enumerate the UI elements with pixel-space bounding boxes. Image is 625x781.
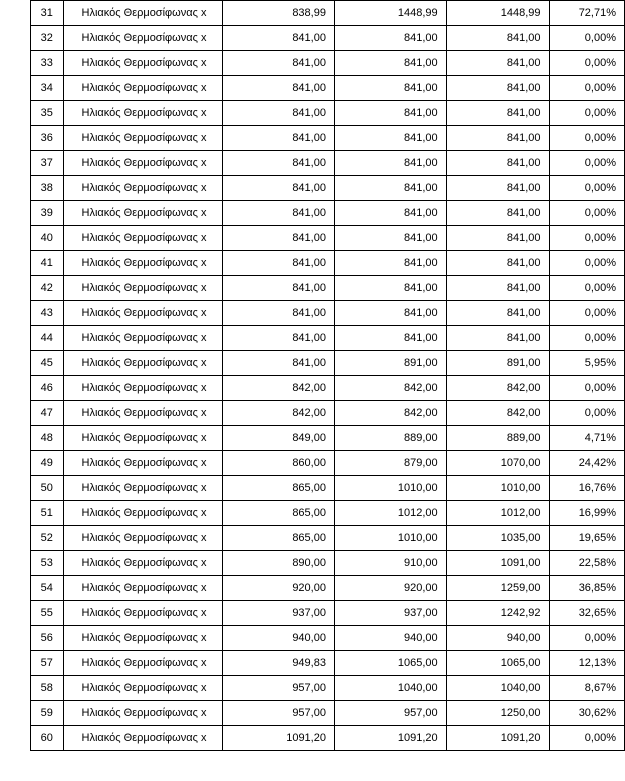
price-cell-1: 865,00 bbox=[223, 501, 335, 526]
price-cell-1: 841,00 bbox=[223, 251, 335, 276]
price-cell-2: 940,00 bbox=[334, 626, 446, 651]
product-name-cell: Ηλιακός Θερμοσίφωνας x bbox=[63, 351, 223, 376]
table-row bbox=[31, 176, 625, 201]
price-cell-2: 1448,99 bbox=[334, 1, 446, 26]
product-name-cell: Ηλιακός Θερμοσίφωνας x bbox=[63, 401, 223, 426]
product-name-cell: Ηλιακός Θερμοσίφωνας x bbox=[63, 701, 223, 726]
product-name-cell: Ηλιακός Θερμοσίφωνας x bbox=[63, 276, 223, 301]
row-number-cell: 57 bbox=[31, 651, 64, 676]
row-number-cell: 55 bbox=[31, 601, 64, 626]
percent-cell: 16,76% bbox=[549, 476, 625, 501]
percent-cell: 0,00% bbox=[549, 276, 625, 301]
price-cell-2: 841,00 bbox=[334, 226, 446, 251]
percent-cell: 19,65% bbox=[549, 526, 625, 551]
percent-cell: 0,00% bbox=[549, 51, 625, 76]
row-number-cell: 49 bbox=[31, 451, 64, 476]
price-cell-3: 841,00 bbox=[446, 201, 549, 226]
price-cell-1: 849,00 bbox=[223, 426, 335, 451]
table-row bbox=[31, 276, 625, 301]
price-cell-1: 841,00 bbox=[223, 326, 335, 351]
row-number-cell: 58 bbox=[31, 676, 64, 701]
product-name-cell: Ηλιακός Θερμοσίφωνας x bbox=[63, 476, 223, 501]
price-cell-3: 841,00 bbox=[446, 301, 549, 326]
price-cell-2: 1012,00 bbox=[334, 501, 446, 526]
percent-cell: 0,00% bbox=[549, 401, 625, 426]
price-cell-3: 1012,00 bbox=[446, 501, 549, 526]
percent-cell: 0,00% bbox=[549, 326, 625, 351]
product-name-cell: Ηλιακός Θερμοσίφωνας x bbox=[63, 526, 223, 551]
price-cell-1: 841,00 bbox=[223, 176, 335, 201]
price-cell-3: 842,00 bbox=[446, 376, 549, 401]
percent-cell: 0,00% bbox=[549, 101, 625, 126]
row-number-cell: 46 bbox=[31, 376, 64, 401]
table-row bbox=[31, 576, 625, 601]
table-row bbox=[31, 151, 625, 176]
price-cell-1: 841,00 bbox=[223, 276, 335, 301]
price-cell-3: 1091,20 bbox=[446, 726, 549, 751]
table-row bbox=[31, 501, 625, 526]
table-row bbox=[31, 76, 625, 101]
percent-cell: 0,00% bbox=[549, 251, 625, 276]
percent-cell: 0,00% bbox=[549, 626, 625, 651]
price-cell-1: 841,00 bbox=[223, 126, 335, 151]
row-number-cell: 39 bbox=[31, 201, 64, 226]
row-number-cell: 44 bbox=[31, 326, 64, 351]
table-row bbox=[31, 101, 625, 126]
price-cell-1: 841,00 bbox=[223, 301, 335, 326]
price-cell-1: 842,00 bbox=[223, 376, 335, 401]
price-cell-2: 1065,00 bbox=[334, 651, 446, 676]
product-name-cell: Ηλιακός Θερμοσίφωνας x bbox=[63, 326, 223, 351]
price-cell-1: 841,00 bbox=[223, 226, 335, 251]
price-cell-1: 920,00 bbox=[223, 576, 335, 601]
price-cell-2: 879,00 bbox=[334, 451, 446, 476]
table-row bbox=[31, 451, 625, 476]
price-cell-3: 841,00 bbox=[446, 226, 549, 251]
row-number-cell: 35 bbox=[31, 101, 64, 126]
price-cell-2: 841,00 bbox=[334, 276, 446, 301]
price-cell-3: 1010,00 bbox=[446, 476, 549, 501]
product-name-cell: Ηλιακός Θερμοσίφωνας x bbox=[63, 301, 223, 326]
table-row bbox=[31, 426, 625, 451]
price-cell-3: 1040,00 bbox=[446, 676, 549, 701]
percent-cell: 72,71% bbox=[549, 1, 625, 26]
price-cell-2: 937,00 bbox=[334, 601, 446, 626]
price-cell-3: 1091,00 bbox=[446, 551, 549, 576]
percent-cell: 0,00% bbox=[549, 201, 625, 226]
price-cell-2: 841,00 bbox=[334, 51, 446, 76]
price-cell-3: 841,00 bbox=[446, 276, 549, 301]
product-name-cell: Ηλιακός Θερμοσίφωνας x bbox=[63, 176, 223, 201]
price-cell-1: 841,00 bbox=[223, 151, 335, 176]
price-cell-3: 891,00 bbox=[446, 351, 549, 376]
percent-cell: 22,58% bbox=[549, 551, 625, 576]
price-cell-1: 838,99 bbox=[223, 1, 335, 26]
product-name-cell: Ηλιακός Θερμοσίφωνας x bbox=[63, 576, 223, 601]
product-name-cell: Ηλιακός Θερμοσίφωνας x bbox=[63, 376, 223, 401]
price-cell-2: 920,00 bbox=[334, 576, 446, 601]
price-cell-3: 1250,00 bbox=[446, 701, 549, 726]
price-cell-1: 865,00 bbox=[223, 526, 335, 551]
product-name-cell: Ηλιακός Θερμοσίφωνας x bbox=[63, 451, 223, 476]
row-number-cell: 37 bbox=[31, 151, 64, 176]
price-cell-2: 1010,00 bbox=[334, 476, 446, 501]
price-cell-1: 841,00 bbox=[223, 351, 335, 376]
product-name-cell: Ηλιακός Θερμοσίφωνας x bbox=[63, 251, 223, 276]
price-cell-2: 910,00 bbox=[334, 551, 446, 576]
price-cell-3: 889,00 bbox=[446, 426, 549, 451]
price-cell-1: 841,00 bbox=[223, 201, 335, 226]
price-cell-2: 841,00 bbox=[334, 176, 446, 201]
price-cell-2: 841,00 bbox=[334, 126, 446, 151]
table-row bbox=[31, 401, 625, 426]
product-name-cell: Ηλιακός Θερμοσίφωνας x bbox=[63, 601, 223, 626]
row-number-cell: 60 bbox=[31, 726, 64, 751]
product-name-cell: Ηλιακός Θερμοσίφωνας x bbox=[63, 226, 223, 251]
percent-cell: 30,62% bbox=[549, 701, 625, 726]
product-name-cell: Ηλιακός Θερμοσίφωνας x bbox=[63, 726, 223, 751]
table-row bbox=[31, 701, 625, 726]
price-cell-1: 937,00 bbox=[223, 601, 335, 626]
table-row bbox=[31, 476, 625, 501]
price-cell-2: 891,00 bbox=[334, 351, 446, 376]
row-number-cell: 56 bbox=[31, 626, 64, 651]
table-row bbox=[31, 226, 625, 251]
price-cell-3: 1259,00 bbox=[446, 576, 549, 601]
price-cell-2: 957,00 bbox=[334, 701, 446, 726]
price-cell-1: 890,00 bbox=[223, 551, 335, 576]
price-cell-1: 841,00 bbox=[223, 26, 335, 51]
price-cell-1: 940,00 bbox=[223, 626, 335, 651]
row-number-cell: 45 bbox=[31, 351, 64, 376]
row-number-cell: 32 bbox=[31, 26, 64, 51]
percent-cell: 8,67% bbox=[549, 676, 625, 701]
row-number-cell: 52 bbox=[31, 526, 64, 551]
row-number-cell: 54 bbox=[31, 576, 64, 601]
percent-cell: 0,00% bbox=[549, 301, 625, 326]
price-cell-2: 841,00 bbox=[334, 326, 446, 351]
price-cell-3: 1242,92 bbox=[446, 601, 549, 626]
product-name-cell: Ηλιακός Θερμοσίφωνας x bbox=[63, 501, 223, 526]
price-cell-2: 842,00 bbox=[334, 401, 446, 426]
price-cell-3: 842,00 bbox=[446, 401, 549, 426]
price-cell-3: 841,00 bbox=[446, 76, 549, 101]
price-cell-3: 841,00 bbox=[446, 251, 549, 276]
row-number-cell: 43 bbox=[31, 301, 64, 326]
product-name-cell: Ηλιακός Θερμοσίφωνας x bbox=[63, 626, 223, 651]
product-name-cell: Ηλιακός Θερμοσίφωνας x bbox=[63, 151, 223, 176]
row-number-cell: 53 bbox=[31, 551, 64, 576]
price-cell-1: 842,00 bbox=[223, 401, 335, 426]
row-number-cell: 41 bbox=[31, 251, 64, 276]
price-cell-1: 1091,20 bbox=[223, 726, 335, 751]
row-number-cell: 31 bbox=[31, 1, 64, 26]
price-cell-3: 841,00 bbox=[446, 126, 549, 151]
price-cell-1: 860,00 bbox=[223, 451, 335, 476]
price-cell-3: 841,00 bbox=[446, 51, 549, 76]
percent-cell: 5,95% bbox=[549, 351, 625, 376]
product-name-cell: Ηλιακός Θερμοσίφωνας x bbox=[63, 426, 223, 451]
table-row bbox=[31, 26, 625, 51]
product-name-cell: Ηλιακός Θερμοσίφωνας x bbox=[63, 551, 223, 576]
row-number-cell: 34 bbox=[31, 76, 64, 101]
table-row bbox=[31, 551, 625, 576]
percent-cell: 0,00% bbox=[549, 126, 625, 151]
price-cell-3: 841,00 bbox=[446, 101, 549, 126]
product-name-cell: Ηλιακός Θερμοσίφωνας x bbox=[63, 676, 223, 701]
price-cell-2: 1040,00 bbox=[334, 676, 446, 701]
product-name-cell: Ηλιακός Θερμοσίφωνας x bbox=[63, 1, 223, 26]
product-name-cell: Ηλιακός Θερμοσίφωνας x bbox=[63, 101, 223, 126]
row-number-cell: 33 bbox=[31, 51, 64, 76]
table-row bbox=[31, 601, 625, 626]
percent-cell: 16,99% bbox=[549, 501, 625, 526]
row-number-cell: 51 bbox=[31, 501, 64, 526]
price-cell-3: 841,00 bbox=[446, 151, 549, 176]
percent-cell: 0,00% bbox=[549, 176, 625, 201]
table-row bbox=[31, 126, 625, 151]
percent-cell: 4,71% bbox=[549, 426, 625, 451]
price-cell-2: 889,00 bbox=[334, 426, 446, 451]
row-number-cell: 42 bbox=[31, 276, 64, 301]
price-cell-2: 1091,20 bbox=[334, 726, 446, 751]
price-table-body bbox=[31, 0, 625, 751]
product-name-cell: Ηλιακός Θερμοσίφωνας x bbox=[63, 26, 223, 51]
table-row bbox=[31, 201, 625, 226]
price-table bbox=[30, 0, 625, 751]
price-cell-1: 841,00 bbox=[223, 76, 335, 101]
price-cell-3: 841,00 bbox=[446, 26, 549, 51]
row-number-cell: 59 bbox=[31, 701, 64, 726]
percent-cell: 24,42% bbox=[549, 451, 625, 476]
product-name-cell: Ηλιακός Θερμοσίφωνας x bbox=[63, 651, 223, 676]
table-row bbox=[31, 1, 625, 26]
price-cell-2: 841,00 bbox=[334, 101, 446, 126]
price-cell-2: 841,00 bbox=[334, 201, 446, 226]
price-cell-3: 1070,00 bbox=[446, 451, 549, 476]
table-row bbox=[31, 676, 625, 701]
row-number-cell: 38 bbox=[31, 176, 64, 201]
price-cell-2: 841,00 bbox=[334, 26, 446, 51]
row-number-cell: 48 bbox=[31, 426, 64, 451]
price-cell-3: 1065,00 bbox=[446, 651, 549, 676]
table-row bbox=[31, 326, 625, 351]
product-name-cell: Ηλιακός Θερμοσίφωνας x bbox=[63, 126, 223, 151]
row-number-cell: 47 bbox=[31, 401, 64, 426]
price-cell-2: 842,00 bbox=[334, 376, 446, 401]
row-number-cell: 50 bbox=[31, 476, 64, 501]
percent-cell: 0,00% bbox=[549, 226, 625, 251]
price-cell-2: 1010,00 bbox=[334, 526, 446, 551]
percent-cell: 12,13% bbox=[549, 651, 625, 676]
price-cell-2: 841,00 bbox=[334, 301, 446, 326]
price-cell-1: 841,00 bbox=[223, 51, 335, 76]
percent-cell: 0,00% bbox=[549, 26, 625, 51]
price-cell-1: 865,00 bbox=[223, 476, 335, 501]
table-row bbox=[31, 301, 625, 326]
table-row bbox=[31, 376, 625, 401]
price-cell-1: 957,00 bbox=[223, 676, 335, 701]
row-number-cell: 40 bbox=[31, 226, 64, 251]
product-name-cell: Ηλιακός Θερμοσίφωνας x bbox=[63, 51, 223, 76]
product-name-cell: Ηλιακός Θερμοσίφωνας x bbox=[63, 76, 223, 101]
price-cell-2: 841,00 bbox=[334, 76, 446, 101]
table-row bbox=[31, 651, 625, 676]
price-cell-3: 1448,99 bbox=[446, 1, 549, 26]
price-cell-2: 841,00 bbox=[334, 151, 446, 176]
table-row bbox=[31, 251, 625, 276]
price-cell-3: 841,00 bbox=[446, 176, 549, 201]
price-cell-1: 949,83 bbox=[223, 651, 335, 676]
product-name-cell: Ηλιακός Θερμοσίφωνας x bbox=[63, 201, 223, 226]
row-number-cell: 36 bbox=[31, 126, 64, 151]
table-row bbox=[31, 351, 625, 376]
table-row bbox=[31, 626, 625, 651]
price-cell-1: 957,00 bbox=[223, 701, 335, 726]
table-row bbox=[31, 726, 625, 751]
price-cell-3: 940,00 bbox=[446, 626, 549, 651]
percent-cell: 32,65% bbox=[549, 601, 625, 626]
table-row bbox=[31, 526, 625, 551]
price-cell-3: 1035,00 bbox=[446, 526, 549, 551]
percent-cell: 0,00% bbox=[549, 151, 625, 176]
price-cell-1: 841,00 bbox=[223, 101, 335, 126]
percent-cell: 0,00% bbox=[549, 76, 625, 101]
price-cell-2: 841,00 bbox=[334, 251, 446, 276]
percent-cell: 36,85% bbox=[549, 576, 625, 601]
percent-cell: 0,00% bbox=[549, 726, 625, 751]
table-row bbox=[31, 51, 625, 76]
percent-cell: 0,00% bbox=[549, 376, 625, 401]
price-cell-3: 841,00 bbox=[446, 326, 549, 351]
